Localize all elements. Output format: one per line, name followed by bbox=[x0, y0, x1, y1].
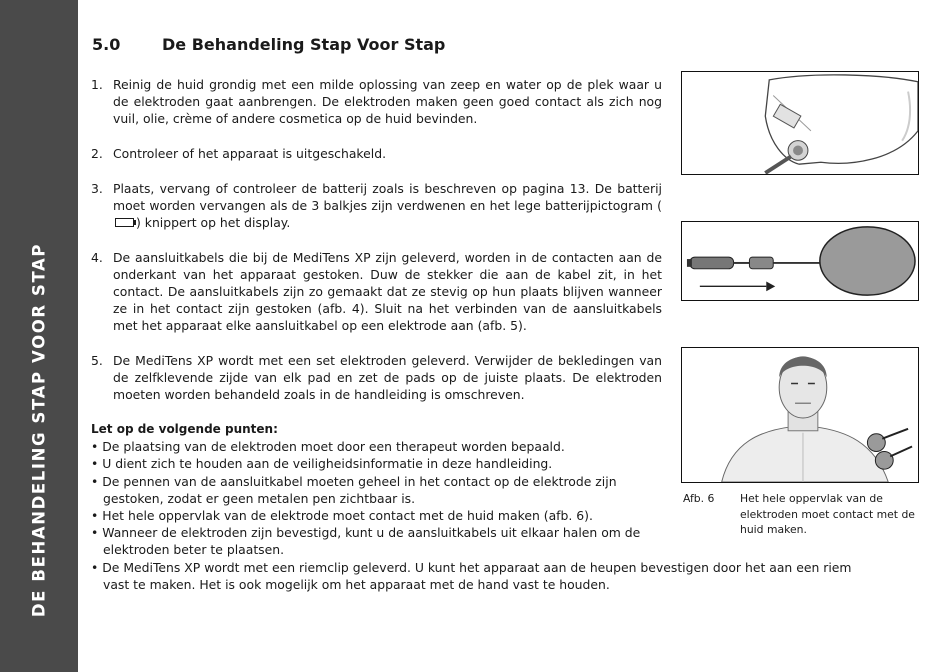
step-item bbox=[91, 180, 662, 232]
section-title: De Behandeling Stap Voor Stap bbox=[162, 35, 446, 54]
note-item: • De MediTens XP wordt met een riemclip geleverd. U kunt het apparaat aan de heupen bevestigen door het aan een riem vast te maken. Het is ook mogelijk om het apparaat met de hand vast te houden. bbox=[91, 559, 852, 592]
note-item: • Wanneer de elektroden zijn bevestigd, kunt u de aansluitkabels uit elkaar halen om de elektroden beter te plaatsen. bbox=[91, 525, 641, 558]
note-item: • De pennen van de aansluitkabel moeten geheel in het contact op de elektrode zijn gestoken, zodat er geen metalen pen zichtbaar is. bbox=[91, 473, 617, 506]
section-number: 5.0 bbox=[92, 35, 121, 54]
sidebar-title: DE BEHANDELING STAP VOOR STAP bbox=[29, 242, 49, 618]
step-number: 4. bbox=[91, 249, 103, 265]
step-text-end: ) knippert op het display. bbox=[136, 215, 291, 230]
step-number: 5. bbox=[91, 353, 103, 368]
step-item bbox=[91, 249, 662, 335]
figure-device-connector bbox=[681, 71, 919, 175]
step-number: 2. bbox=[91, 146, 103, 161]
step-number: 3. bbox=[91, 180, 103, 196]
caption-label: Afb. 6 bbox=[683, 492, 715, 505]
step-text: Controleer of het apparaat is uitgeschakeld. bbox=[113, 146, 387, 161]
figure-electrode-placement bbox=[681, 347, 919, 483]
step-text: Reinig de huid grondig met een milde oplossing van zeep en water op de plek waar u de elektroden gaat aanbrengen. De elektroden maken geen goed contact als zich nog vuil, olie, crème of andere cosmetica op de huid bevinden. bbox=[113, 77, 662, 127]
caption-text: Het hele oppervlak van de elektroden moet contact met de huid maken. bbox=[740, 492, 915, 536]
step-text: Plaats, vervang of controleer de batterij zoals is beschreven op pagina 13. De batterij moet worden vervangen als de 3 balkjes zijn verdwenen en het lege batterijpictogram ( bbox=[113, 180, 662, 213]
step-item bbox=[91, 352, 662, 404]
step-item bbox=[91, 145, 662, 162]
figure-cable-electrode bbox=[681, 221, 919, 301]
note-item: • Het hele oppervlak van de elektrode moet contact met de huid maken (afb. 6). bbox=[91, 508, 593, 524]
note-item: • De plaatsing van de elektroden moet door een therapeut worden bepaald. bbox=[91, 439, 565, 455]
empty-battery-icon bbox=[115, 218, 134, 227]
step-number: 1. bbox=[91, 77, 103, 92]
steps-list bbox=[91, 76, 662, 421]
step-item bbox=[91, 76, 662, 128]
notes-title: Let op de volgende punten: bbox=[91, 422, 278, 436]
page-title bbox=[92, 35, 445, 54]
step-text: De aansluitkabels die bij de MediTens XP zijn geleverd, worden in de contacten aan de onderkant van het apparaat gestoken. Duw de stekker die aan de kabel zit, in het contact. De aansluitkabels zijn zo gemaakt dat ze stevig op hun plaats blijven wanneer ze in het contact zijn gestoken (afb. 4). Sluit na het verbinden van de aansluitkabels met het apparaat elke aansluitkabel op een elektrode aan (afb. 5). bbox=[113, 249, 662, 334]
sidebar bbox=[0, 0, 78, 672]
note-item: • U dient zich te houden aan de veiligheidsinformatie in deze handleiding. bbox=[91, 456, 553, 472]
step-text: De MediTens XP wordt met een set elektroden geleverd. Verwijder de bekledingen van de zelfklevende zijde van elk pad en zet de pads op de juiste plaats. De elektroden moeten worden behandeld zoals in de handleiding is omschreven. bbox=[113, 353, 662, 403]
